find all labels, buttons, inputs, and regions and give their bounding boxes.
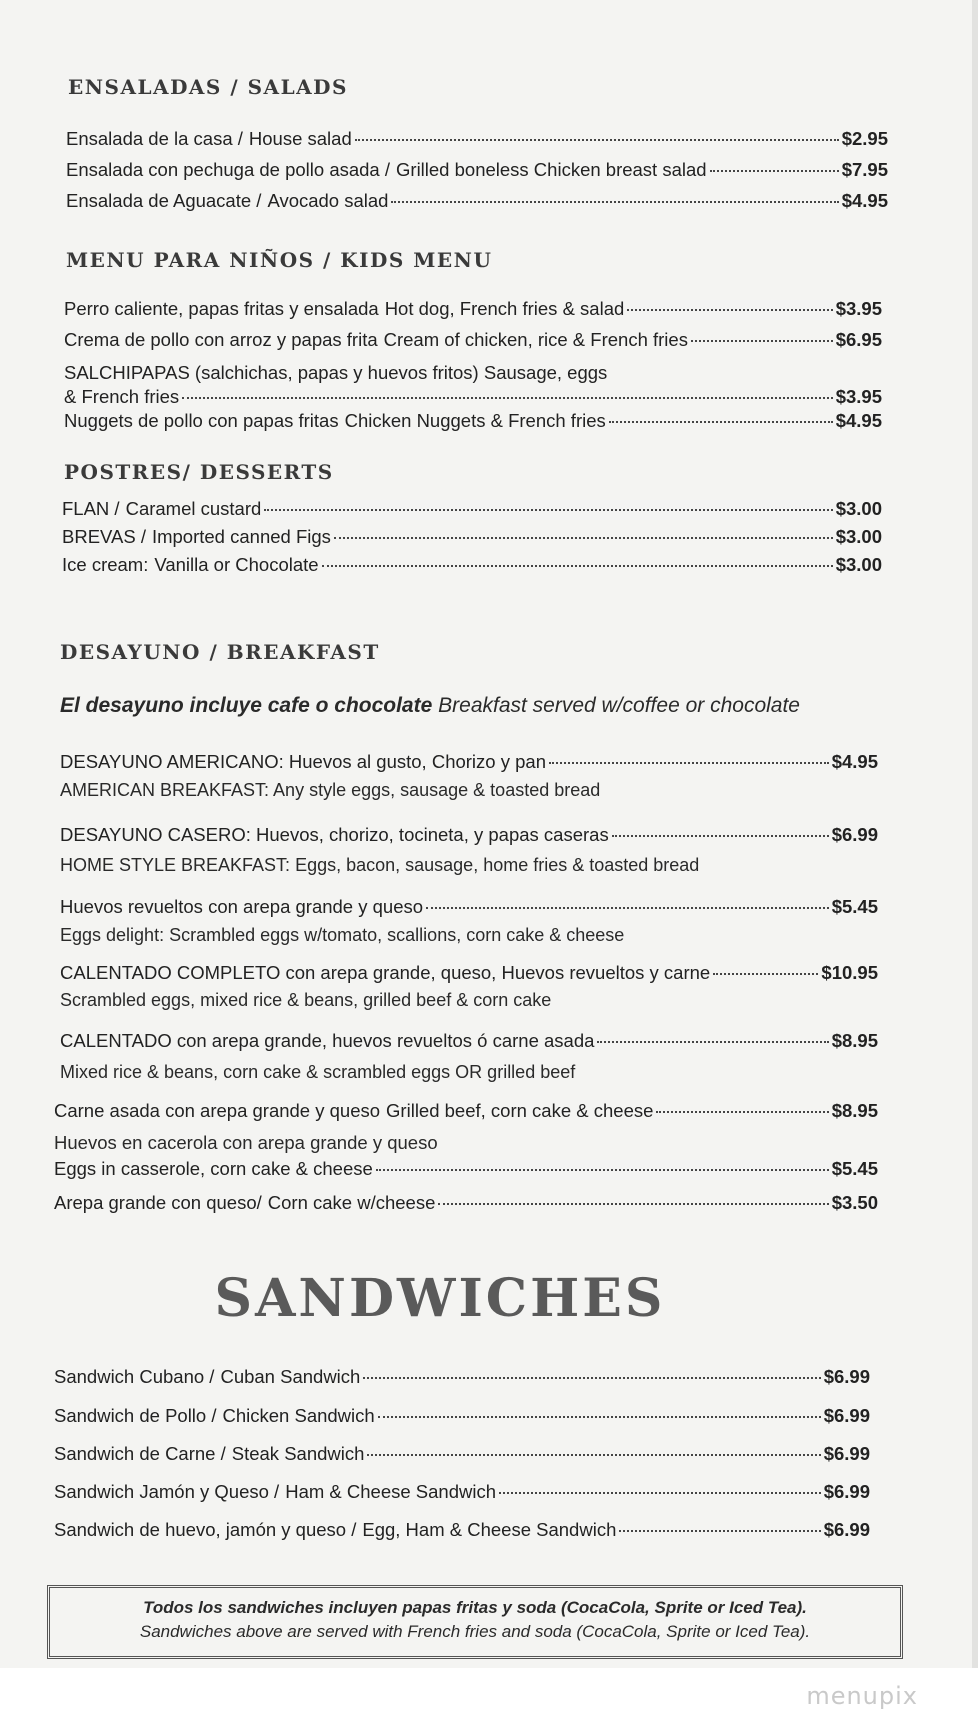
menu-item-translation: Eggs delight: Scrambled eggs w/tomato, scallions, corn cake & cheese	[60, 925, 625, 945]
menu-item: Huevos revueltos con arepa grande y queso $5.45	[60, 896, 878, 917]
menu-item: Ensalada de Aguacate / Avocado salad $4.95	[66, 190, 888, 211]
menu-item: Perro caliente, papas fritas y ensalada Hot dog, French fries & salad $3.95	[64, 298, 882, 319]
menu-item: Sandwich Jamón y Queso / Ham & Cheese Sandwich $6.99	[54, 1481, 870, 1502]
menu-item: Ensalada de la casa / House salad $2.95	[66, 128, 888, 149]
menu-item: DESAYUNO CASERO: Huevos, chorizo, tocineta, y papas caseras $6.99	[60, 824, 878, 845]
menu-item: SALCHIPAPAS (salchichas, papas y huevos fritos) Sausage, eggs	[64, 362, 608, 383]
sandwiches-heading: SANDWICHES	[214, 1268, 666, 1329]
menu-item: DESAYUNO AMERICANO: Huevos al gusto, Chorizo y pan $4.95	[60, 751, 878, 772]
menu-item-translation: HOME STYLE BREAKFAST: Eggs, bacon, sausage, home fries & toasted bread	[60, 855, 700, 875]
menu-item-translation: Mixed rice & beans, corn cake & scrambled eggs OR grilled beef	[60, 1062, 576, 1082]
breakfast-intro: El desayuno incluye cafe o chocolate Breakfast served w/coffee or chocolate	[60, 694, 800, 717]
sandwich-note-es: Todos los sandwiches incluyen papas fritas y soda (CocaCola, Sprite or Iced Tea).	[143, 1598, 807, 1617]
watermark: menupix	[806, 1682, 918, 1710]
menu-item: Sandwich de Carne / Steak Sandwich $6.99	[54, 1443, 870, 1464]
menu-item: Crema de pollo con arroz y papas frita Cream of chicken, rice & French fries $6.95	[64, 329, 882, 350]
menu-item: Ice cream: Vanilla or Chocolate $3.00	[62, 554, 882, 575]
menu-item: Huevos en cacerola con arepa grande y queso	[54, 1132, 438, 1153]
menu-item: Sandwich Cubano / Cuban Sandwich $6.99	[54, 1366, 870, 1387]
sandwich-note-box	[47, 1585, 903, 1659]
sandwich-note-en: Sandwiches above are served with French fries and soda (CocaCola, Sprite or Iced Tea).	[139, 1622, 811, 1641]
menu-item: BREVAS / Imported canned Figs $3.00	[62, 526, 882, 547]
menu-item: FLAN / Caramel custard $3.00	[62, 498, 882, 519]
menu-item-translation: AMERICAN BREAKFAST: Any style eggs, sausage & toasted bread	[60, 780, 601, 800]
kids-heading: MENU PARA NIÑOS / KIDS MENU	[66, 248, 493, 272]
desserts-heading: POSTRES/ DESSERTS	[64, 460, 334, 484]
menu-item-continued: & French fries $3.95	[64, 386, 882, 407]
menu-item: Carne asada con arepa grande y queso Grilled beef, corn cake & cheese $8.95	[54, 1100, 878, 1121]
menu-item: CALENTADO con arepa grande, huevos revueltos ó carne asada $8.95	[60, 1030, 878, 1051]
menu-item: Nuggets de pollo con papas fritas Chicken Nuggets & French fries $4.95	[64, 410, 882, 431]
menu-item: Sandwich de huevo, jamón y queso / Egg, Ham & Cheese Sandwich $6.99	[54, 1519, 870, 1540]
menu-item: Ensalada con pechuga de pollo asada / Grilled boneless Chicken breast salad $7.95	[66, 159, 888, 180]
menu-item: Sandwich de Pollo / Chicken Sandwich $6.99	[54, 1405, 870, 1426]
menu-item-continued: Eggs in casserole, corn cake & cheese $5.45	[54, 1158, 878, 1179]
menu-item-translation: Scrambled eggs, mixed rice & beans, grilled beef & corn cake	[60, 990, 552, 1010]
paper-edge	[972, 0, 978, 1722]
breakfast-heading: DESAYUNO / BREAKFAST	[60, 640, 380, 664]
menu-item: CALENTADO COMPLETO con arepa grande, queso, Huevos revueltos y carne $10.95	[60, 962, 878, 983]
menu-item: Arepa grande con queso/ Corn cake w/cheese $3.50	[54, 1192, 878, 1213]
salads-heading: ENSALADAS / SALADS	[68, 75, 348, 99]
